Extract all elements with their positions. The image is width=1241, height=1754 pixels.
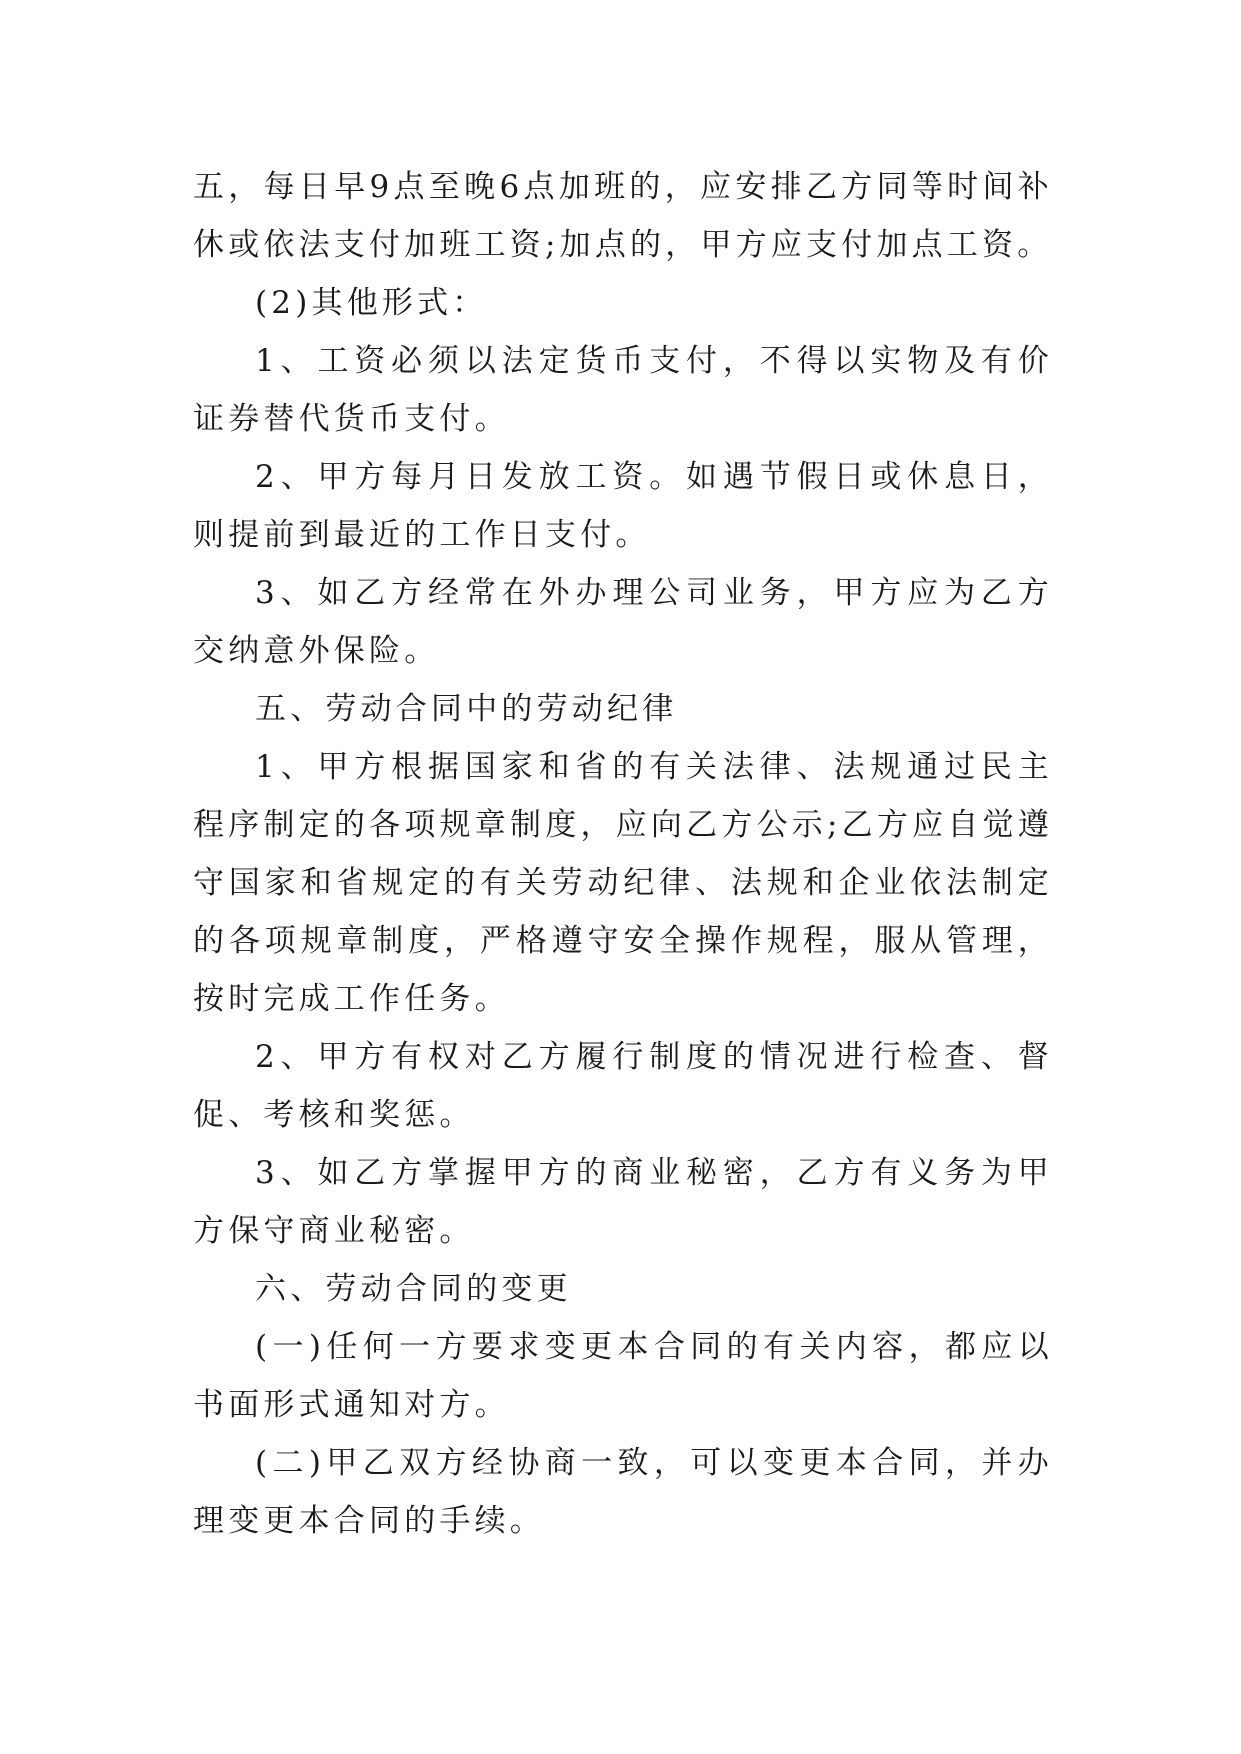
section-heading-contract-change: 六、劳动合同的变更	[255, 1271, 572, 1307]
paragraph-written-notice: (一)任何一方要求变更本合同的有关内容，都应以书面形式通知对方。	[193, 1329, 1053, 1423]
paragraph-other-forms-heading: (2)其他形式：	[255, 285, 488, 321]
paragraph-rules-and-regulations: 1、甲方根据国家和省的有关法律、法规通过民主程序制定的各项规章制度，应向乙方公示;乙方应自觉遵守国家和省规定的有关劳动纪律、法规和企业依法制定的各项规章制度，严格遵守安全操作规程，服从管理，按时完成工作任务。	[193, 749, 1053, 1017]
paragraph-accident-insurance: 3、如乙方经常在外办理公司业务，甲方应为乙方交纳意外保险。	[193, 575, 1053, 669]
section-heading-labor-discipline: 五、劳动合同中的劳动纪律	[255, 691, 678, 727]
paragraph-trade-secrets: 3、如乙方掌握甲方的商业秘密，乙方有义务为甲方保守商业秘密。	[193, 1155, 1053, 1249]
document-body	[193, 158, 1053, 1550]
paragraph-wage-payday: 2、甲方每月日发放工资。如遇节假日或休息日，则提前到最近的工作日支付。	[193, 459, 1053, 553]
paragraph-overtime-continued: 五，每日早9点至晚6点加班的，应安排乙方同等时间补休或依法支付加班工资;加点的，甲方应支付加点工资。	[193, 169, 1053, 263]
paragraph-inspection-rights: 2、甲方有权对乙方履行制度的情况进行检查、督促、考核和奖惩。	[193, 1039, 1053, 1133]
paragraph-wage-currency: 1、工资必须以法定货币支付，不得以实物及有价证券替代货币支付。	[193, 343, 1053, 437]
paragraph-mutual-agreement: (二)甲乙双方经协商一致，可以变更本合同，并办理变更本合同的手续。	[193, 1445, 1053, 1539]
